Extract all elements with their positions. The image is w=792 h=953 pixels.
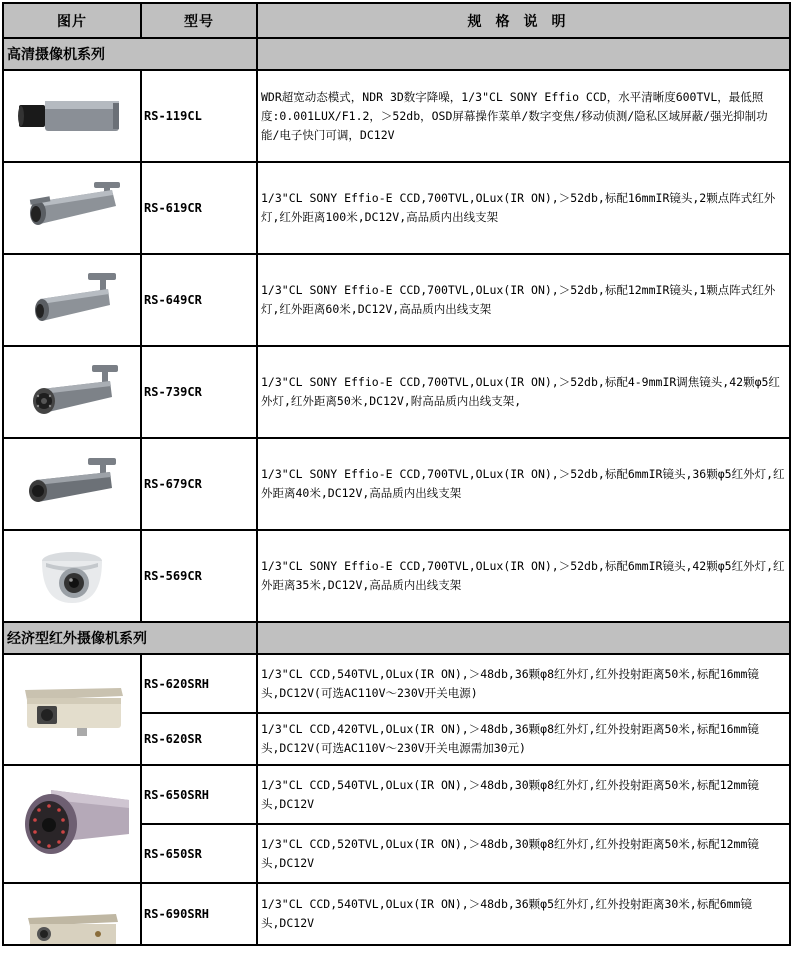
section-row	[3, 622, 790, 654]
table-row	[3, 883, 790, 945]
model-cell: RS-569CR	[141, 530, 257, 622]
housing-camera-icon	[3, 883, 141, 945]
ir-array-camera-icon	[3, 765, 141, 883]
model-cell: RS-690SRH	[141, 883, 257, 945]
dome-camera-icon	[3, 530, 141, 622]
spec-cell: 1/3"CL CCD,540TVL,OLux(IR ON),＞48db,36颗φ5红外灯,红外投射距离30米,标配6mm镜头,DC12V	[257, 883, 790, 945]
table-row	[3, 162, 790, 254]
model-cell: RS-119CL	[141, 70, 257, 162]
spec-cell: 1/3"CL CCD,420TVL,OLux(IR ON),＞48db,36颗φ8红外灯,红外投射距离50米,标配16mm镜头,DC12V(可选AC110V～230V开关电源需加30元)	[257, 713, 790, 765]
box-camera-icon	[3, 70, 141, 162]
table-row	[3, 254, 790, 346]
section-fill	[257, 38, 790, 70]
header-picture: 图片	[3, 3, 141, 38]
model-cell: RS-620SR	[141, 713, 257, 765]
spec-cell: 1/3"CL SONY Effio-E CCD,700TVL,OLux(IR ON),＞52db,标配16mmIR镜头,2颗点阵式红外灯,红外距离100米,DC12V,高品质内出线支架	[257, 162, 790, 254]
spec-cell: 1/3"CL SONY Effio-E CCD,700TVL,OLux(IR ON),＞52db,标配6mmIR镜头,42颗φ5红外灯,红外距离35米,DC12V,高品质内出线支架	[257, 530, 790, 622]
spec-cell: 1/3"CL SONY Effio-E CCD,700TVL,OLux(IR ON),＞52db,标配12mmIR镜头,1颗点阵式红外灯,红外距离60米,DC12V,高品质内出线支架	[257, 254, 790, 346]
model-cell: RS-650SR	[141, 824, 257, 883]
section-title: 高清摄像机系列	[3, 38, 257, 70]
ir-bullet-camera-icon	[3, 438, 141, 530]
spec-cell: 1/3"CL SONY Effio-E CCD,700TVL,OLux(IR ON),＞52db,标配4-9mmIR调焦镜头,42颗φ5红外灯,红外距离50米,DC12V,附高品质内出线支架,	[257, 346, 790, 438]
table-row	[3, 346, 790, 438]
table-row	[3, 438, 790, 530]
spec-cell: WDR超宽动态模式，NDR 3D数字降噪，1/3"CL SONY Effio CCD，水平清晰度600TVL，最低照度:0.001LUX/F1.2，＞52db，OSD屏幕操作菜单/数字变焦/移动侦测/隐私区域屏蔽/强光抑制功能/电子快门可调，DC12V	[257, 70, 790, 162]
model-cell: RS-679CR	[141, 438, 257, 530]
model-cell: RS-619CR	[141, 162, 257, 254]
model-cell: RS-620SRH	[141, 654, 257, 713]
table-row	[3, 765, 790, 824]
section-fill	[257, 622, 790, 654]
bullet-camera-icon	[3, 254, 141, 346]
model-cell: RS-739CR	[141, 346, 257, 438]
table-row	[3, 654, 790, 713]
section-row	[3, 38, 790, 70]
ir-bullet-camera-icon	[3, 346, 141, 438]
product-table	[2, 2, 791, 946]
housing-camera-icon	[3, 654, 141, 765]
spec-cell: 1/3"CL CCD,520TVL,OLux(IR ON),＞48db,30颗φ8红外灯,红外投射距离50米,标配12mm镜头,DC12V	[257, 824, 790, 883]
header-spec: 规格说明	[257, 3, 790, 38]
table-row	[3, 530, 790, 622]
bullet-camera-icon	[3, 162, 141, 254]
model-cell: RS-650SRH	[141, 765, 257, 824]
header-model: 型号	[141, 3, 257, 38]
header-row	[3, 3, 790, 38]
spec-cell: 1/3"CL SONY Effio-E CCD,700TVL,OLux(IR ON),＞52db,标配6mmIR镜头,36颗φ5红外灯,红外距离40米,DC12V,高品质内出线支架	[257, 438, 790, 530]
model-cell: RS-649CR	[141, 254, 257, 346]
spec-cell: 1/3"CL CCD,540TVL,OLux(IR ON),＞48db,30颗φ8红外灯,红外投射距离50米,标配12mm镜头,DC12V	[257, 765, 790, 824]
table-row	[3, 70, 790, 162]
section-title: 经济型红外摄像机系列	[3, 622, 257, 654]
spec-cell: 1/3"CL CCD,540TVL,OLux(IR ON),＞48db,36颗φ8红外灯,红外投射距离50米,标配16mm镜头,DC12V(可选AC110V～230V开关电源)	[257, 654, 790, 713]
